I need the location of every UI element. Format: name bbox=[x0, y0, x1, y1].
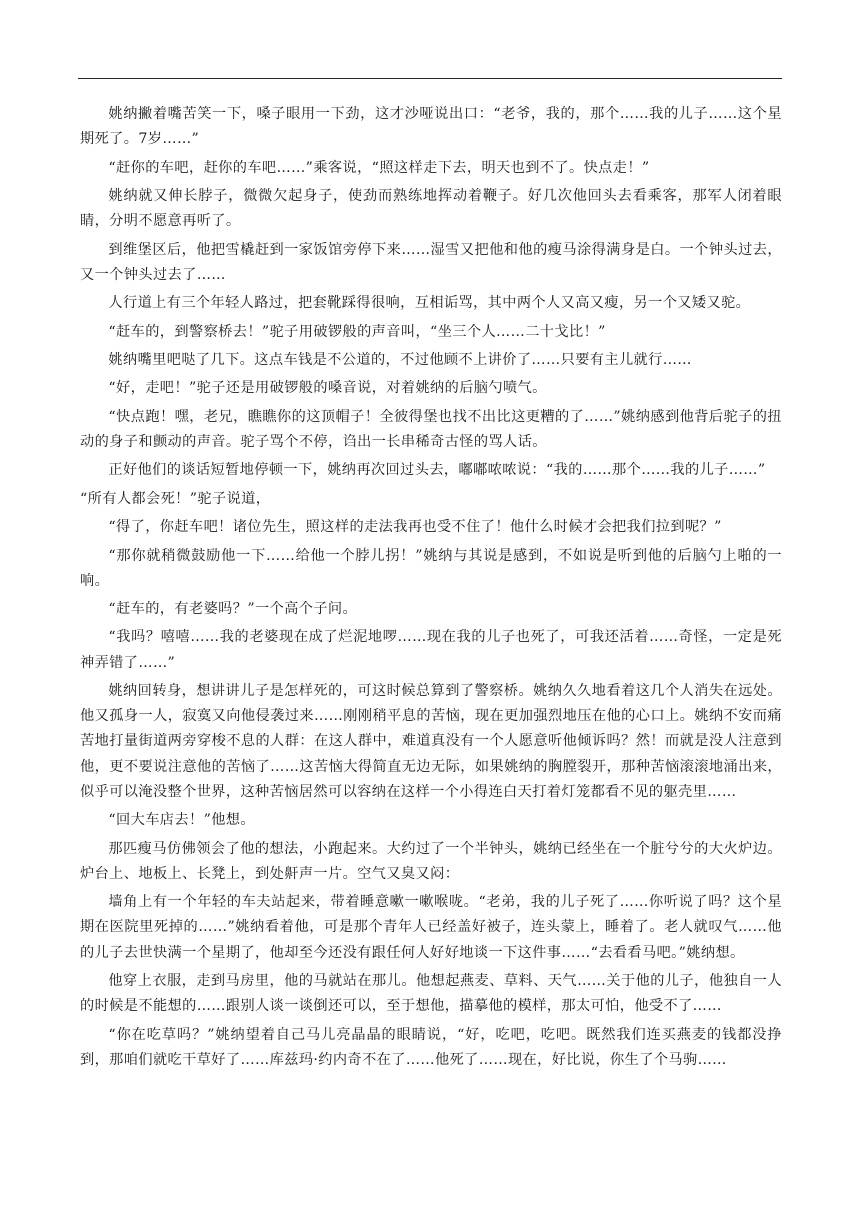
document-body bbox=[80, 102, 782, 1076]
paragraph: “好，走吧！”驼子还是用破锣般的嗓音说，对着姚纳的后脑勺喷气。 bbox=[108, 380, 547, 397]
paragraph: 那匹瘦马仿佛领会了他的想法，小跑起来。大约过了一个半钟头，姚纳已经坐在一个脏兮兮的大火炉边。炉台上、地板上、长凳上，到处鼾声一片。空气又臭又闷： bbox=[80, 840, 782, 882]
paragraph: “赶车的，到警察桥去！”驼子用破锣般的声音叫，“坐三个人……二十戈比！” bbox=[108, 323, 606, 340]
paragraph: “赶你的车吧，赶你的车吧……”乘客说，“照这样走下去，明天也到不了。快点走！” bbox=[108, 159, 650, 176]
paragraph: 人行道上有三个年轻人路过，把套靴踩得很响，互相诟骂，其中两个人又高又瘦，另一个又矮又驼。 bbox=[108, 295, 751, 312]
paragraph: “所有人都会死！”驼子说道， bbox=[80, 490, 271, 507]
paragraph: 正好他们的谈话短暂地停顿一下，姚纳再次回过头去，嘟嘟哝哝说：“我的……那个……我的儿子……” bbox=[108, 462, 766, 479]
paragraph: “赶车的，有老婆吗？”一个高个子问。 bbox=[108, 601, 358, 618]
paragraph: “回大车店去！”他想。 bbox=[108, 812, 255, 829]
header-rule bbox=[78, 78, 782, 79]
paragraph: “快点跑！嘿，老兄，瞧瞧你的这顶帽子！全彼得堡也找不出比这更糟的了……”姚纳感到他背后驼子的扭动的身子和颤动的声音。驼子骂个不停，诌出一长串稀奇古怪的骂人话。 bbox=[80, 408, 782, 450]
paragraph: 姚纳撇着嘴苦笑一下，嗓子眼用一下劲，这才沙哑说出口：“老爷，我的，那个……我的儿子……这个星期死了。7岁……” bbox=[80, 106, 782, 148]
paragraph: 他穿上衣服，走到马房里，他的马就站在那儿。他想起燕麦、草料、天气……关于他的儿子，他独自一人的时候是不能想的……跟别人谈一谈倒还可以，至于想他，描摹他的模样，那太可怕，他受不了…… bbox=[80, 973, 782, 1015]
paragraph: “我吗？嘻嘻……我的老婆现在成了烂泥地啰……现在我的儿子也死了，可我还活着……奇怪，一定是死神弄错了……” bbox=[80, 629, 782, 671]
paragraph: 墙角上有一个年轻的车夫站起来，带着睡意嗽一嗽喉咙。“老弟，我的儿子死了……你听说了吗？这个星期在医院里死掉的……”姚纳看着他，可是那个青年人已经盖好被子，连头蒙上，睡着了。老人就叹气……他的儿子去世快满一个星期了，他却至今还没有跟任何人好好地谈一下这件事……“去看看马吧。”姚纳想。 bbox=[80, 894, 782, 961]
paragraph: “那你就稍微鼓励他一下……给他一个脖儿拐！”姚纳与其说是感到，不如说是听到他的后脑勺上啪的一响。 bbox=[80, 547, 782, 589]
paragraph: 姚纳回转身，想讲讲儿子是怎样死的，可这时候总算到了警察桥。姚纳久久地看着这几个人消失在远处。他又孤身一人，寂寞又向他侵袭过来……刚刚稍平息的苦恼，现在更加强烈地压在他的心口上。姚纳不安而痛苦地打量街道两旁穿梭不息的人群：在这人群中，难道真没有一个人愿意听他倾诉吗？然！而就是没人注意到他，更不要说注意他的苦恼了……这苦恼大得简直无边无际，如果姚纳的胸膛裂开，那种苦恼滚滚地涌出来，似乎可以淹没整个世界，这种苦恼居然可以容纳在这样一个小得连白天打着灯笼都看不见的躯壳里…… bbox=[80, 683, 782, 800]
paragraph: 到维堡区后，他把雪橇赶到一家饭馆旁停下来……湿雪又把他和他的瘦马涂得满身是白。一个钟头过去，又一个钟头过去了…… bbox=[80, 241, 782, 283]
paragraph: 姚纳就又伸长脖子，微微欠起身子，使劲而熟练地挥动着鞭子。好几次他回头去看乘客，那军人闭着眼睛，分明不愿意再听了。 bbox=[80, 187, 782, 230]
paragraph: “得了，你赶车吧！诸位先生，照这样的走法我再也受不住了！他什么时候才会把我们拉到呢？” bbox=[108, 519, 722, 536]
paragraph: “你在吃草吗？”姚纳望着自己马儿亮晶晶的眼睛说，“好，吃吧，吃吧。既然我们连买燕麦的钱都没挣到，那咱们就吃干草好了……库兹玛·约内奇不在了……他死了……现在，好比说，你生了个马驹…… bbox=[80, 1026, 782, 1068]
paragraph: 姚纳嘴里吧哒了几下。这点车钱是不公道的，不过他顾不上讲价了……只要有主儿就行…… bbox=[108, 351, 692, 368]
